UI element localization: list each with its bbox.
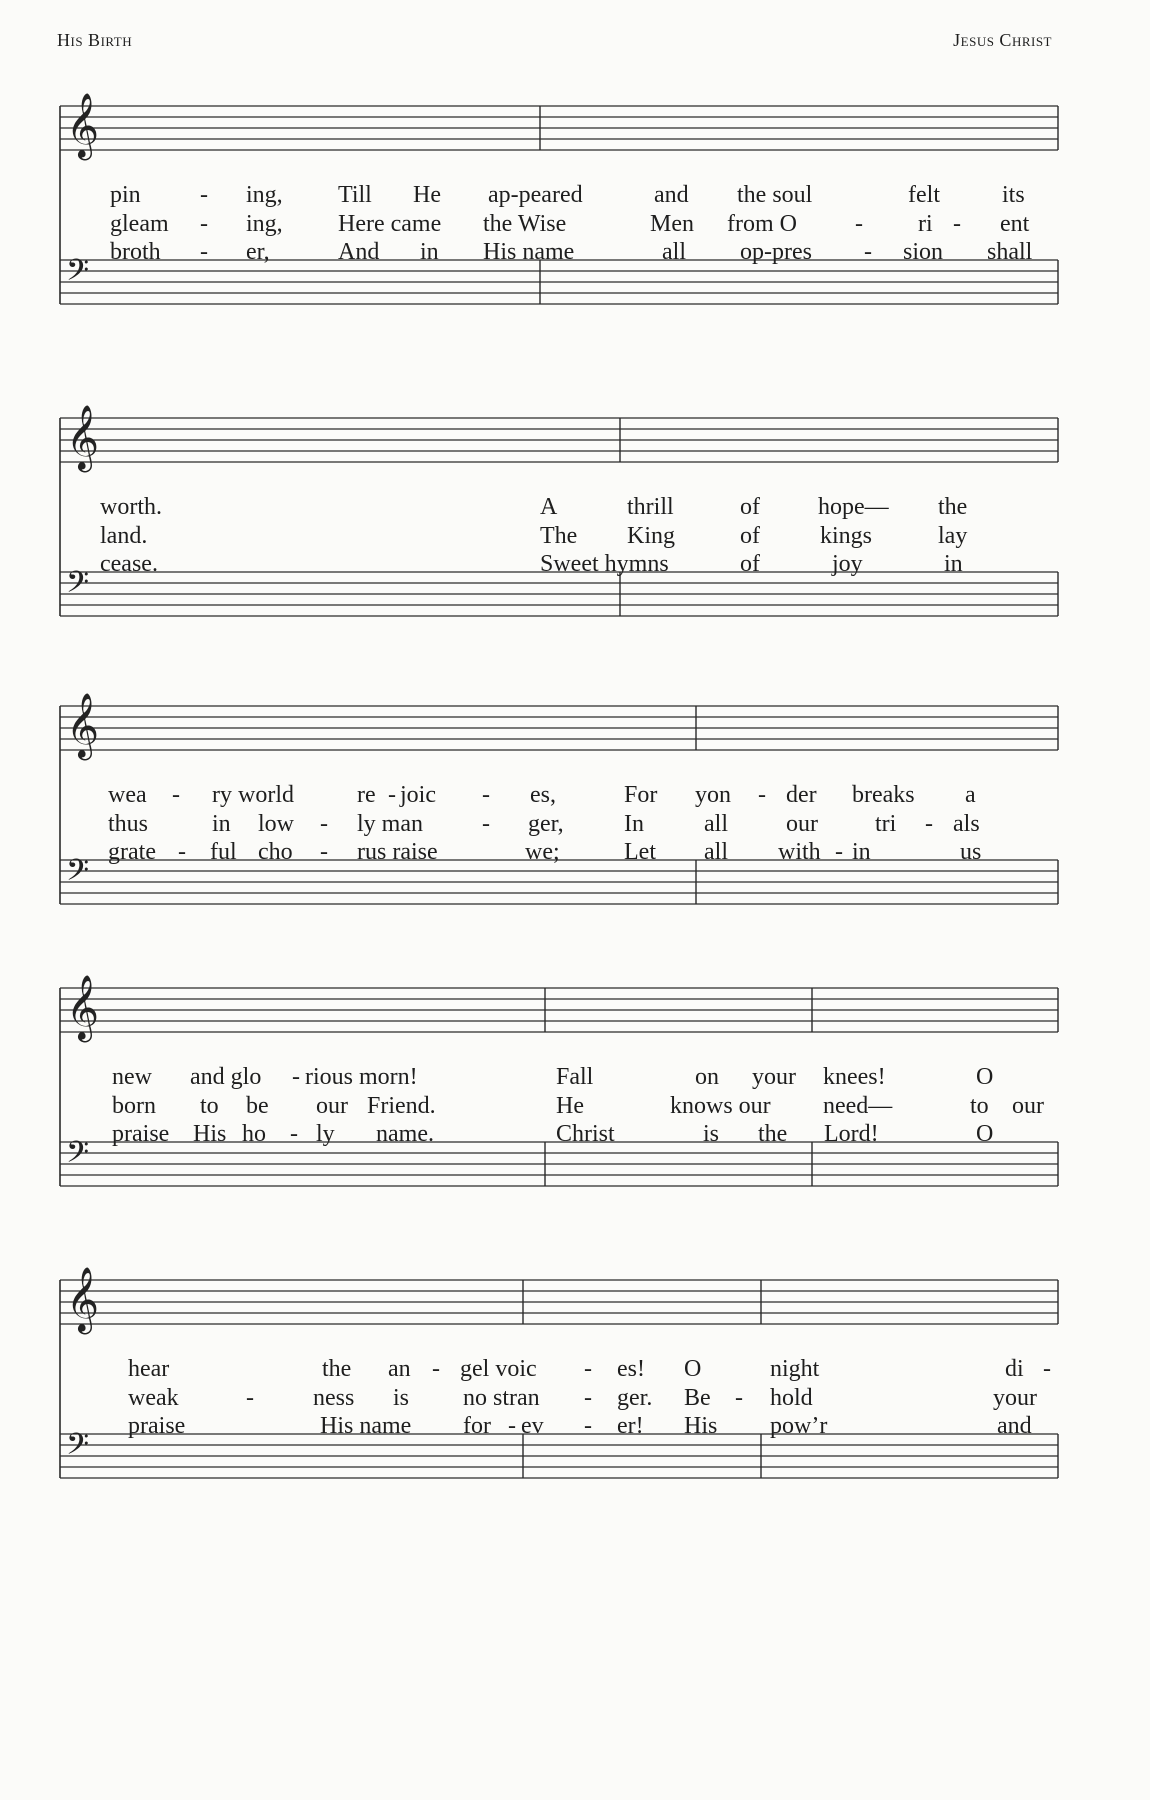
lyric-syllable: ent [1000, 211, 1030, 237]
lyric-syllable: all [704, 811, 728, 837]
treble-staff [60, 1267, 1058, 1334]
lyric-syllable: di [1005, 1356, 1024, 1382]
lyric-syllable: ly [316, 1121, 335, 1147]
lyric-syllable: His [684, 1413, 718, 1439]
bass-clef-icon: 𝄢 [66, 1428, 90, 1469]
lyric-syllable: ap-peared [488, 182, 583, 208]
lyric-syllable: ness [313, 1385, 355, 1411]
lyric-syllable: born [112, 1093, 156, 1119]
lyric-syllable: Be [684, 1385, 711, 1411]
lyric-syllable: - [1043, 1356, 1051, 1382]
lyric-syllable: ger, [528, 811, 564, 837]
lyric-syllable: the [758, 1121, 788, 1147]
lyric-syllable: - [178, 839, 186, 865]
lyric-syllable: Lord! [824, 1121, 879, 1147]
lyric-syllable: ing, [246, 211, 283, 237]
lyric-syllable: thus [108, 811, 149, 837]
lyric-syllable: - [482, 782, 490, 808]
lyric-syllable: to [970, 1093, 989, 1119]
lyric-syllable: He [413, 182, 441, 208]
lyric-syllable: a [965, 782, 976, 808]
lyric-syllable: - [584, 1356, 592, 1382]
lyric-syllable: He [556, 1093, 584, 1119]
lyric-syllable: - [292, 1064, 300, 1090]
lyric-syllable: an [388, 1356, 411, 1382]
lyric-syllable: in [852, 839, 871, 865]
lyric-syllable: A [540, 494, 558, 520]
treble-staff [60, 693, 1058, 760]
lyric-syllable: pin [110, 182, 141, 208]
lyric-syllable: - [172, 782, 180, 808]
bass-clef-icon: 𝄢 [66, 566, 90, 607]
lyric-syllable: joy [832, 551, 863, 577]
lyric-syllable: His name [483, 239, 575, 265]
lyric-syllable: - [200, 239, 208, 265]
lyric-syllable: praise [112, 1121, 170, 1147]
lyric-syllable: for [463, 1413, 491, 1439]
lyric-syllable: als [953, 811, 980, 837]
bass-clef-icon: 𝄢 [66, 254, 90, 295]
bass-clef-icon: 𝄢 [66, 1136, 90, 1177]
lyric-syllable: - [855, 211, 863, 237]
treble-clef-icon: 𝄞 [66, 1267, 100, 1332]
lyric-syllable: us [960, 839, 982, 865]
lyric-syllable: - [432, 1356, 440, 1382]
lyric-syllable: is [703, 1121, 720, 1147]
lyric-syllable: ri [918, 211, 933, 237]
lyric-syllable: Fall [556, 1064, 594, 1090]
lyric-syllable: And [338, 239, 380, 265]
lyric-syllable: - [388, 782, 396, 808]
lyric-syllable: all [662, 239, 686, 265]
lyric-syllable: es, [530, 782, 556, 808]
lyric-syllable: the [322, 1356, 352, 1382]
lyric-syllable: your [993, 1385, 1037, 1411]
lyric-syllable: - [584, 1385, 592, 1411]
lyric-syllable: The [540, 523, 578, 549]
lyric-syllable: of [740, 551, 760, 577]
lyric-syllable: breaks [852, 782, 915, 808]
lyric-syllable: be [246, 1093, 269, 1119]
music-system [0, 1262, 1150, 1512]
lyric-syllable: For [624, 782, 658, 808]
lyric-syllable: and [654, 182, 689, 208]
lyric-syllable: O [976, 1121, 994, 1147]
lyric-syllable: - [320, 811, 328, 837]
lyric-syllable: - [584, 1413, 592, 1439]
lyric-syllable: ful [210, 839, 237, 865]
grand-staff [0, 88, 1150, 338]
lyric-syllable: praise [128, 1413, 186, 1439]
lyric-syllable: kings [820, 523, 873, 549]
lyric-syllable: His [193, 1121, 227, 1147]
lyric-syllable: ger. [617, 1385, 653, 1411]
treble-staff [60, 975, 1058, 1042]
lyric-syllable: our [786, 811, 818, 837]
lyric-syllable: our [1012, 1093, 1044, 1119]
lyric-syllable: Here came [338, 211, 442, 237]
lyric-syllable: King [627, 523, 675, 549]
bass-staff [60, 1428, 1058, 1478]
lyric-syllable: no stran [463, 1385, 540, 1411]
lyric-syllable: - [320, 839, 328, 865]
lyric-syllable: and [997, 1413, 1032, 1439]
lyric-syllable: our [316, 1093, 348, 1119]
lyric-syllable: low [258, 811, 294, 837]
lyric-syllable: - [482, 811, 490, 837]
lyric-syllable: yon [695, 782, 731, 808]
lyric-syllable: - [200, 182, 208, 208]
lyric-syllable: - [953, 211, 961, 237]
lyric-syllable: its [1002, 182, 1025, 208]
lyric-syllable: ly man [357, 811, 423, 837]
lyric-syllable: er, [246, 239, 270, 265]
lyric-syllable: - [864, 239, 872, 265]
music-system [0, 970, 1150, 1220]
bass-clef-icon: 𝄢 [66, 854, 90, 895]
lyric-syllable: all [704, 839, 728, 865]
lyric-syllable: your [752, 1064, 796, 1090]
lyric-syllable: Friend. [367, 1093, 436, 1119]
lyric-syllable: - [290, 1121, 298, 1147]
lyric-syllable: ho [242, 1121, 266, 1147]
lyric-syllable: ry world [212, 782, 294, 808]
lyric-syllable: - [925, 811, 933, 837]
lyric-syllable: - [246, 1385, 254, 1411]
lyric-syllable: - [835, 839, 843, 865]
lyric-syllable: shall [987, 239, 1033, 265]
lyric-syllable: re [357, 782, 376, 808]
lyric-syllable: cease. [100, 551, 158, 577]
lyric-syllable: the soul [737, 182, 813, 208]
lyric-syllable: rus raise [357, 839, 438, 865]
lyric-syllable: wea [108, 782, 147, 808]
lyric-syllable: Men [650, 211, 694, 237]
lyric-syllable: with [778, 839, 821, 865]
lyric-syllable: er! [617, 1413, 644, 1439]
lyric-syllable: O [684, 1356, 702, 1382]
lyric-syllable: Sweet hymns [540, 551, 669, 577]
lyric-syllable: to [200, 1093, 219, 1119]
lyric-syllable: felt [908, 182, 940, 208]
lyric-syllable: knows our [670, 1093, 771, 1119]
lyric-syllable: of [740, 494, 760, 520]
lyric-syllable: op-pres [740, 239, 812, 265]
lyric-syllable: weak [128, 1385, 179, 1411]
lyric-syllable: new [112, 1064, 152, 1090]
lyric-syllable: in [944, 551, 963, 577]
lyric-syllable: from O [727, 211, 797, 237]
lyric-syllable: - [735, 1385, 743, 1411]
lyric-syllable: joic [400, 782, 436, 808]
lyric-syllable: - [200, 211, 208, 237]
lyric-syllable: in [420, 239, 439, 265]
treble-clef-icon: 𝄞 [66, 975, 100, 1040]
running-header-left: His Birth [57, 30, 133, 50]
lyric-syllable: Till [338, 182, 372, 208]
lyric-syllable: gel voic [460, 1356, 537, 1382]
lyric-syllable: broth [110, 239, 161, 265]
lyric-syllable: in [212, 811, 231, 837]
lyric-syllable: name. [376, 1121, 434, 1147]
lyric-syllable: der [786, 782, 817, 808]
music-system [0, 688, 1150, 938]
lyric-syllable: hear [128, 1356, 170, 1382]
treble-staff [60, 405, 1058, 472]
lyric-syllable: cho [258, 839, 293, 865]
lyric-syllable: gleam [110, 211, 169, 237]
lyric-syllable: In [624, 811, 644, 837]
lyric-syllable: ing, [246, 182, 283, 208]
lyric-syllable: hope— [818, 494, 889, 520]
lyric-syllable: worth. [100, 494, 162, 520]
lyric-syllable: - [508, 1413, 516, 1439]
lyric-syllable: land. [100, 523, 148, 549]
lyric-syllable: pow’r [770, 1413, 828, 1439]
lyric-syllable: thrill [627, 494, 674, 520]
lyric-syllable: es! [617, 1356, 645, 1382]
lyric-syllable: O [976, 1064, 994, 1090]
lyric-syllable: night [770, 1356, 820, 1382]
running-header-right: Jesus Christ [953, 30, 1052, 50]
lyric-syllable: on [695, 1064, 719, 1090]
lyric-syllable: tri [875, 811, 897, 837]
treble-clef-icon: 𝄞 [66, 405, 100, 470]
lyric-syllable: rious morn! [305, 1064, 418, 1090]
lyric-syllable: we; [525, 839, 560, 865]
lyric-syllable: and glo [190, 1064, 262, 1090]
lyric-syllable: need— [823, 1093, 893, 1119]
lyric-syllable: sion [903, 239, 944, 265]
lyric-syllable: of [740, 523, 760, 549]
treble-staff [60, 93, 1058, 160]
lyric-syllable: ev [521, 1413, 544, 1439]
lyric-syllable: His name [320, 1413, 412, 1439]
lyric-syllable: the [938, 494, 968, 520]
lyric-syllable: is [393, 1385, 410, 1411]
lyric-syllable: - [758, 782, 766, 808]
treble-clef-icon: 𝄞 [66, 93, 100, 158]
lyric-syllable: lay [938, 523, 968, 549]
lyric-syllable: the Wise [483, 211, 567, 237]
lyric-syllable: Christ [556, 1121, 615, 1147]
music-system [0, 88, 1150, 338]
lyric-syllable: knees! [823, 1064, 886, 1090]
treble-clef-icon: 𝄞 [66, 693, 100, 758]
lyric-syllable: Let [624, 839, 656, 865]
music-system [0, 400, 1150, 650]
lyric-syllable: hold [770, 1385, 813, 1411]
lyric-syllable: grate [108, 839, 156, 865]
